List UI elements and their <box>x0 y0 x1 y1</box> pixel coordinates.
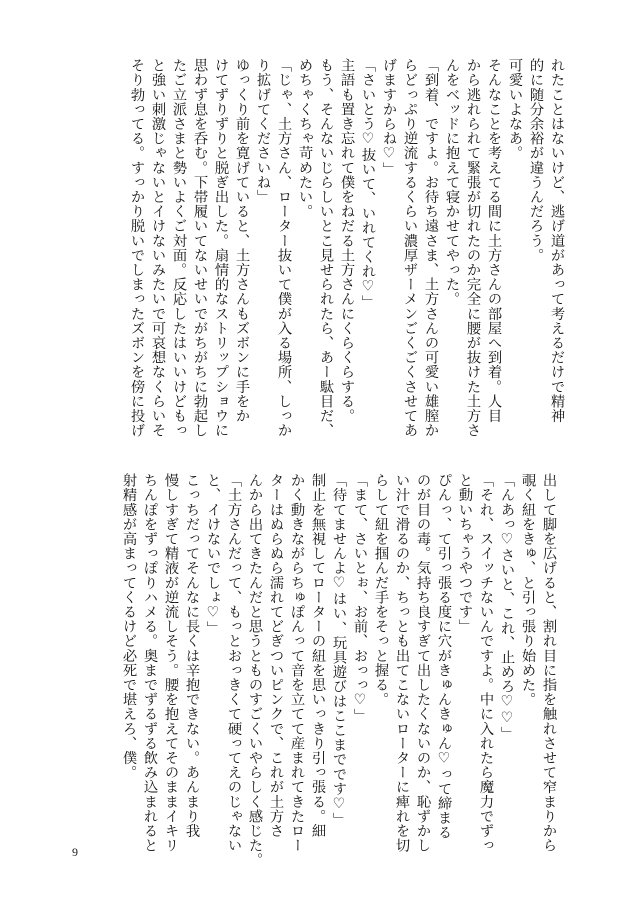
text-line: ぴんっ、て引っ張る度に穴がきゅんきゅん♡って締まる <box>436 473 452 840</box>
text-line: と、イけないでしょ♡」 <box>205 473 221 636</box>
text-line: こっちだってそんなに長くは辛抱できない。あんまり我 <box>184 473 200 838</box>
text-line: れたことはないけど、逃げ道があって考えるだけで精神 <box>549 58 565 423</box>
text-line: 「それ、スイッチないんですよ。中に入れたら魔力でずっ <box>478 473 494 853</box>
text-line: 「土方さんだって、もっとおっきくて硬ってえのじゃない <box>226 473 242 853</box>
text-line: 「んあっ♡さいと、これ、止めろ♡♡」 <box>499 473 515 741</box>
text-line: 制止を無視してローターの紐を思いっきり引っ張る。細 <box>310 473 326 838</box>
text-line: んをベッドに抱えて寝かせてやった。 <box>444 58 460 307</box>
text-line: けてずりずりと脱ぎ出した。扇情的なストリップショウに <box>213 58 229 438</box>
text-line: 可愛いよなあ。 <box>507 58 523 161</box>
text-line: と強い刺激じゃないとイけないみたいで可哀想なくらいそ <box>150 58 166 438</box>
text-block-bottom <box>118 473 559 868</box>
text-line: 出して脚を広げると、割れ目に指を触れさせて窄まりから <box>541 473 557 853</box>
text-line: ちんぽをずっぽりハメる。奥までずるずる飲み込まれると <box>142 473 158 853</box>
text-line: い汁で滑るのか、ちっとも出てこないローターに痺れを切 <box>394 473 410 853</box>
text-line: のが目の毒。気持ち良すぎて出したくないのか、恥ずかし <box>415 473 431 853</box>
text-line: そり勃ってる。すっかり脱いでしまったズボンを傍に投げ <box>129 58 145 438</box>
text-line: 慢しすぎて精液が逆流しそう。腰を抱えてそのままイキリ <box>163 473 179 853</box>
page-number: 9 <box>72 845 78 859</box>
text-line: 的に随分余裕が違うんだろう。 <box>528 58 544 263</box>
text-line: らどっぷり逆流するくらい濃厚ザーメンごくごくさせてあ <box>402 58 418 438</box>
text-line: から逃れられて緊張が切れたのか完全に腰が抜けた土方さ <box>465 58 481 438</box>
text-line: らして紐を掴んだ手をそっと握る。 <box>373 473 389 707</box>
text-line: 思わず息を呑む。下帯履いてないせいでがちがちに勃起し <box>192 58 208 438</box>
text-line: もう、そんないじらしいとこ見せられたら、あー駄目だ、 <box>318 58 334 438</box>
text-line: 「じゃ、土方さん、ローター抜いて僕が入る場所、しっか <box>276 58 292 438</box>
text-line: めちゃくちゃ苛めたい。 <box>297 58 313 219</box>
text-line: ゆっくり前を寛げていると、土方さんもズボンに手をか <box>234 58 250 423</box>
text-line: 「まて、さいとぉ、お前、おっっ♡」 <box>352 473 368 723</box>
text-line: たご立派さまと勢いよくご対面。反応したはいいけどもっ <box>171 58 187 438</box>
text-line: かく動きながらちゅぽんって音を立てて産まれてきたロー <box>289 473 305 853</box>
text-line: 覗く紐をきゅ、と引っ張り始めた。 <box>520 473 536 707</box>
text-line: 主語も置き忘れて僕をねだる土方さんにくらくらする。 <box>339 58 355 423</box>
text-line: そんなことを考えてる間に土方さんの部屋へ到着。人目 <box>486 58 502 423</box>
text-line: と動いちゃうやつです」 <box>457 473 473 634</box>
text-line: げますからね♡」 <box>381 58 397 177</box>
text-line: 「待てませんよ♡はい、玩具遊びはここまでです♡」 <box>331 473 347 827</box>
text-line: 「さいとう♡抜いて、いれてくれ♡」 <box>360 58 376 310</box>
text-line: 「到着、ですよ。お待ち遠さま、土方さんの可愛い雄膣か <box>423 58 439 438</box>
text-line: 射精感が高まってくるけど必死で堪えろ、僕。 <box>121 473 137 780</box>
text-line: んから出てきたんだと思うとものすごくいやらしく感じた。 <box>247 473 263 868</box>
text-block-top <box>126 58 567 460</box>
text-line: ターはぬらぬら濡れてどぎついピンクで、これが土方さ <box>268 473 284 838</box>
text-line: り拡げてくださいね」 <box>255 58 271 204</box>
